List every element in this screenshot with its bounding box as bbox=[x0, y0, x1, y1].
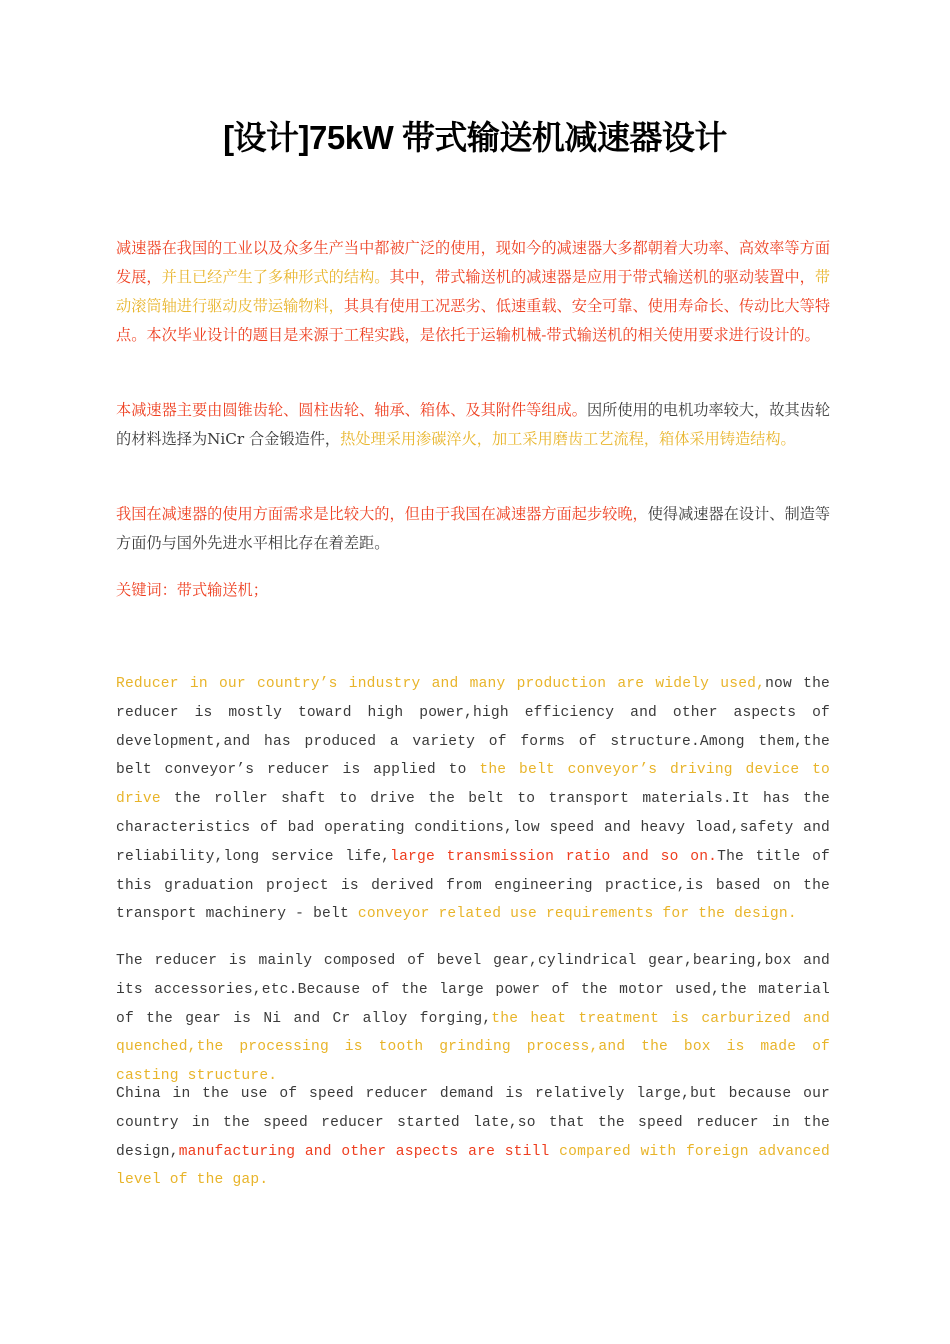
abstract-en-paragraph-1 bbox=[116, 670, 830, 929]
text-run: the roller shaft to drive the belt to transport materials.It has the characteristics of bad operating conditions,low speed and heavy load,safety and reliability,long service life, bbox=[116, 791, 830, 865]
abstract-en-paragraph-2 bbox=[116, 947, 830, 1091]
text-run: 因所使用的电机功率较大，故其齿轮的材料选择为NiCr 合金锻造件， bbox=[116, 401, 831, 448]
text-run: conveyor related use requirements for the design. bbox=[357, 906, 797, 923]
text-run: 热处理采用渗碳淬火，加工采用磨齿工艺流程，箱体采用铸造结构。 bbox=[340, 430, 796, 448]
abstract-cn-paragraph-2 bbox=[116, 396, 830, 454]
text-run: The reducer is mainly composed of bevel gear,cylindrical gear,bearing,box and its accessories,etc.Because of the large power of the motor used,the material of the gear is Ni and Cr alloy forging, bbox=[116, 953, 830, 1027]
text-run: large transmission ratio and so on. bbox=[390, 848, 718, 865]
text-run: 带动滚筒轴进行驱动皮带运输物料， bbox=[116, 268, 831, 315]
text-run: 本减速器主要由圆锥齿轮、圆柱齿轮、轴承、箱体、及其附件等组成。 bbox=[116, 401, 587, 419]
text-run: 其具有使用工况恶劣、低速重载、安全可靠、使用寿命长、传动比大等特点。本次毕业设计的题目是来源于工程实践，是依托于运输机械-带式输送机的相关使用要求进行设计的。 bbox=[116, 297, 831, 344]
abstract-cn-paragraph-3 bbox=[116, 500, 830, 558]
text-run: 减速器在我国的工业以及众多生产当中都被广泛的使用，现如今的减速器大多都朝着大功率、高效率等方面发展， bbox=[116, 239, 830, 286]
text-run: 并且已经产生了多种形式的结构。 bbox=[161, 268, 390, 286]
text-run: manufacturing and other aspects are still bbox=[178, 1143, 550, 1160]
text-run: the heat treatment is carburized and quenched,the processing is tooth grinding process,and the box is made of casting structure. bbox=[116, 1010, 830, 1085]
text-run: Reducer in our country’s industry and many production are widely used, bbox=[116, 676, 766, 692]
text-run: 使得减速器在设计、制造等方面仍与国外先进水平相比存在着差距。 bbox=[116, 505, 831, 552]
keywords-line: 关键词：带式输送机； bbox=[116, 581, 268, 599]
document-title: [设计]75kW 带式输送机减速器设计 bbox=[223, 119, 727, 156]
text-run: 我国在减速器的使用方面需求是比较大的，但由于我国在减速器方面起步较晚， bbox=[116, 505, 648, 523]
abstract-cn-paragraph-1 bbox=[116, 234, 830, 350]
text-run: compared with foreign advanced level of the gap. bbox=[116, 1143, 830, 1189]
text-run: 其中，带式输送机的减速器是应用于带式输送机的驱动装置中， bbox=[389, 268, 815, 286]
text-run: The title of this graduation project is derived from engineering practice,is based on the transport machinery - belt bbox=[116, 848, 830, 923]
text-run: now the reducer is mostly toward high power,high efficiency and other aspects of development,and has produced a variety of forms of structure.Among them,the belt conveyor’s reducer is applied to bbox=[116, 676, 830, 779]
text-run: China in the use of speed reducer demand is relatively large,but because our country in the speed reducer started late,so that the speed reducer in the design, bbox=[116, 1086, 830, 1160]
text-run: the belt conveyor’s driving device to drive bbox=[116, 762, 830, 808]
abstract-en-paragraph-3 bbox=[116, 1080, 830, 1195]
